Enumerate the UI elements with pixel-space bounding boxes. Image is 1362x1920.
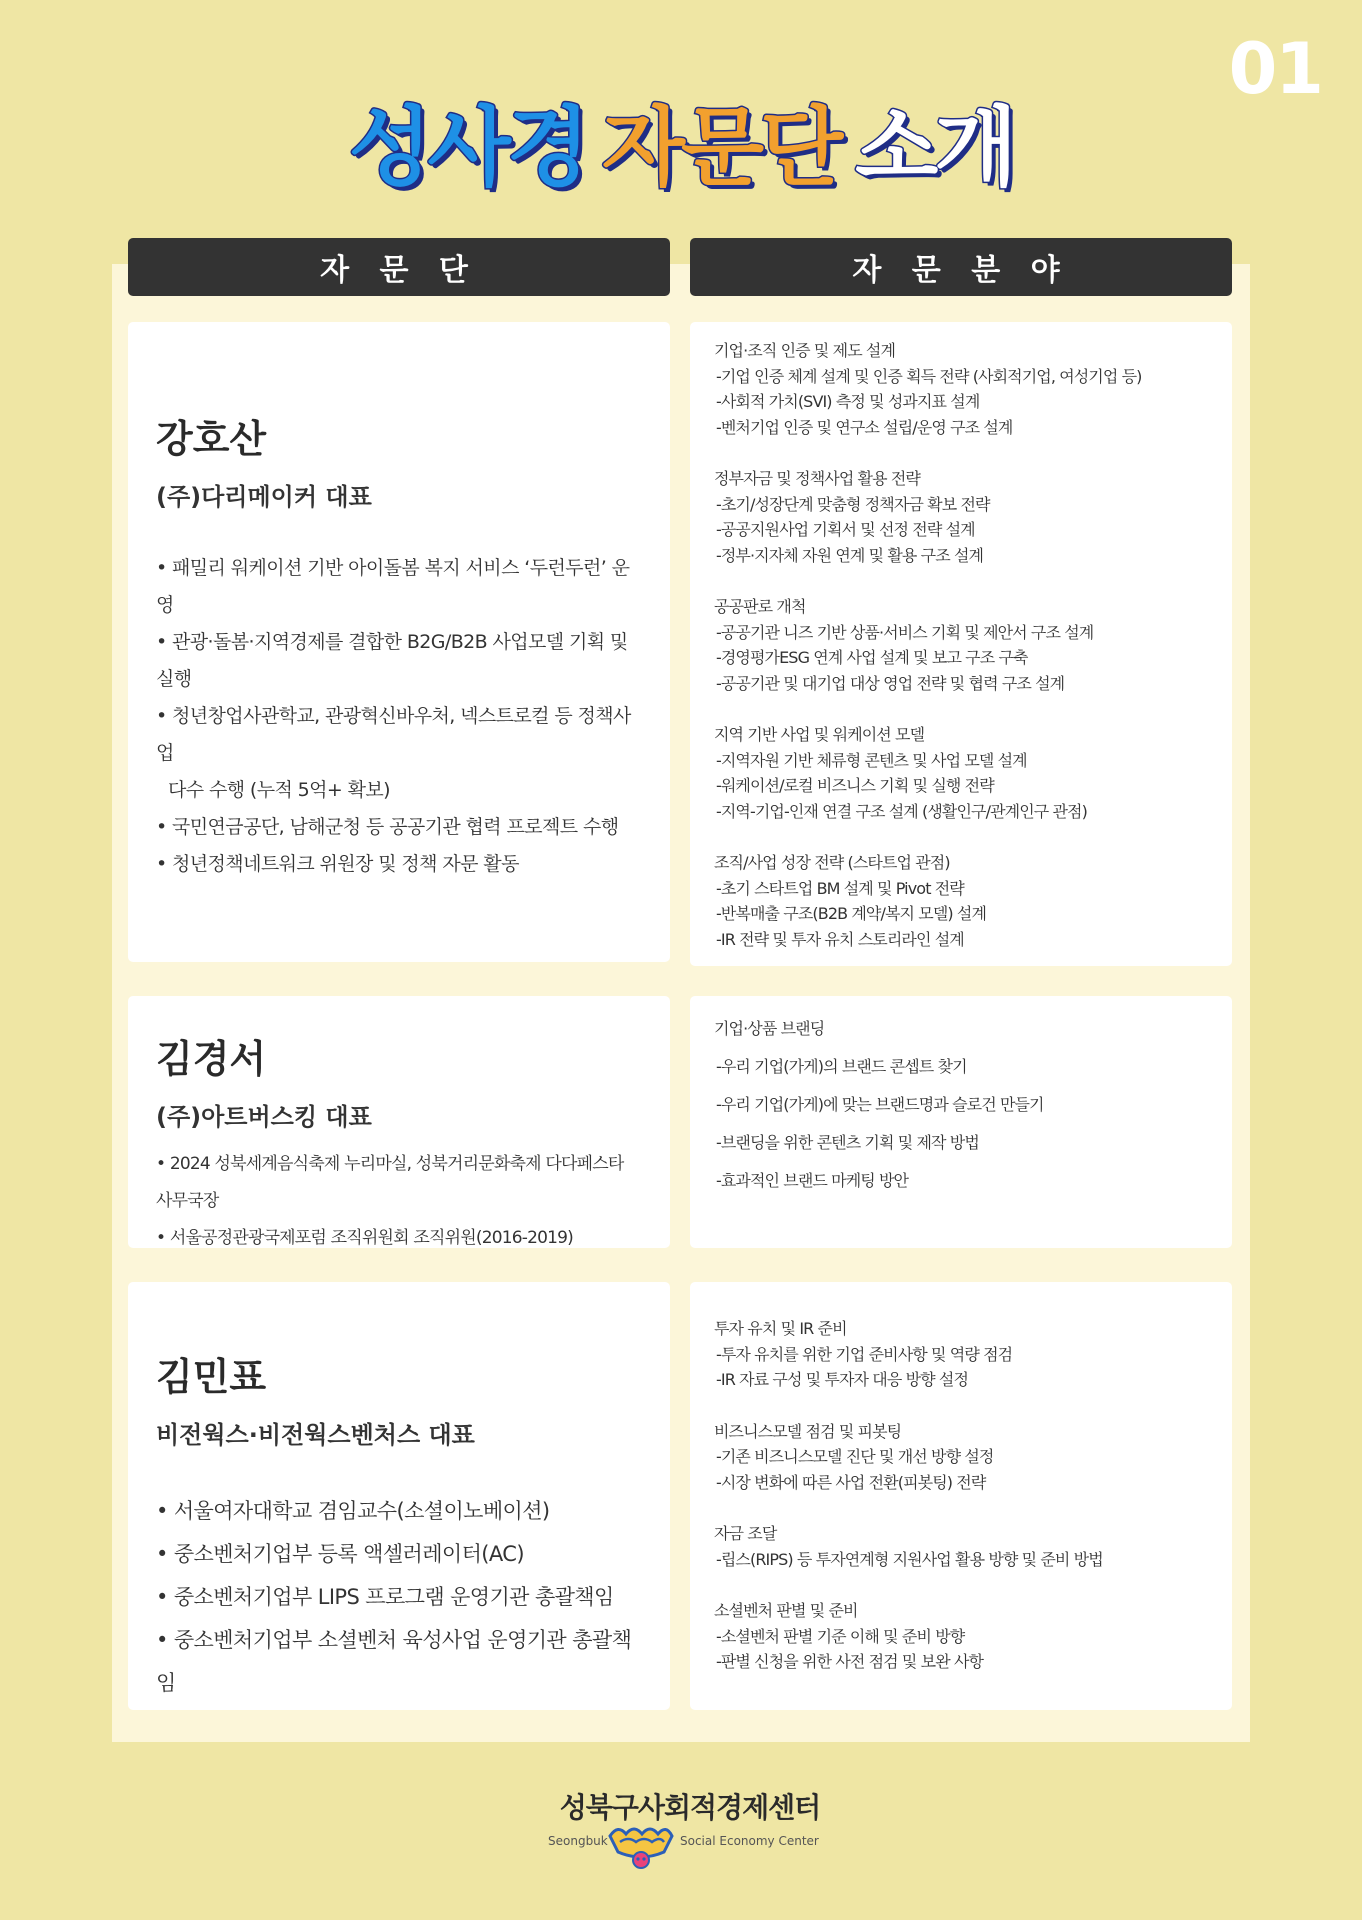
field-title: 정부자금 및 정책사업 활용 전략 (714, 469, 920, 488)
field-item: -벤처기업 인증 및 연구소 설립/운영 구조 설계 (716, 417, 1013, 437)
center-logo (540, 1786, 840, 1876)
field-title: 지역 기반 사업 및 워케이션 모델 (714, 725, 925, 744)
field-title: 자금 조달 (714, 1524, 777, 1543)
bullet-item: • 관광·돌봄·지역경제를 결합한 B2G/B2B 사업모델 기획 및 실행 (156, 631, 628, 690)
field-item: -지역-기업-인재 연결 구조 설계 (생활인구/관계인구 관점) (716, 801, 1087, 821)
field-item: -판별 신청을 위한 사전 점검 및 보완 사항 (716, 1652, 984, 1671)
page-title (0, 78, 1362, 202)
bullet-item: • 청년창업사관학교, 관광혁신바우처, 넥스트로컬 등 정책사업 (156, 705, 631, 764)
field-item: -소셜벤처 판별 기준 이해 및 준비 방향 (716, 1626, 965, 1646)
field-item: -브랜딩을 위한 콘텐츠 기획 및 제작 방법 (716, 1133, 979, 1152)
advisor-bullets (156, 1146, 642, 1257)
field-item: -사회적 가치(SVI) 측정 및 성과지표 설계 (716, 392, 980, 411)
advisory-fields-card-2 (690, 996, 1232, 1248)
field-item: -초기 스타트업 BM 설계 및 Pivot 전략 (716, 878, 964, 898)
bullet-item: • 서울여자대학교 겸임교수(소셜이노베이션) (156, 1499, 550, 1523)
bullet-item: • 패밀리 워케이션 기반 아이돌봄 복지 서비스 ‘두런두런’ 운영 (156, 557, 630, 616)
field-title: 소셜벤처 판별 및 준비 (714, 1601, 858, 1620)
advisory-fields-card-1 (690, 322, 1232, 966)
field-title: 조직/사업 성장 전략 (스타트업 관점) (714, 853, 950, 872)
bullet-item: • 서울공정관광국제포럼 조직위원회 조직위원(2016-2019) (156, 1228, 573, 1248)
bullet-item: • 청년정책네트워크 위원장 및 정책 자문 활동 (156, 853, 519, 875)
field-item: -우리 기업(가게)의 브랜드 콘셉트 찾기 (716, 1057, 967, 1076)
field-item: -지역자원 기반 체류형 콘텐츠 및 사업 모델 설계 (716, 750, 1027, 770)
field-group (714, 1419, 1208, 1496)
field-item: -반복매출 구조(B2B 계약/복지 모델) 설계 (716, 904, 987, 923)
logo-mascot-icon (606, 1822, 676, 1872)
field-item: -투자 유치를 위한 기업 준비사항 및 역량 점검 (716, 1344, 1013, 1364)
advisor-name: 강호산 (156, 417, 267, 461)
advisor-role: (주)다리메이커 대표 (156, 483, 372, 511)
field-item: -경영평가ESG 연계 사업 설계 및 보고 구조 구축 (716, 648, 1028, 667)
column-header-fields: 자 문 분 야 (690, 238, 1232, 296)
logo-english-right: Social Economy Center (680, 1834, 819, 1848)
field-item: -효과적인 브랜드 마케팅 방안 (716, 1171, 909, 1190)
advisor-card-1 (128, 322, 670, 962)
field-item: -워케이션/로컬 비즈니스 기획 및 실행 전략 (716, 776, 994, 795)
advisor-name: 김경서 (156, 1037, 267, 1081)
advisor-card-2 (128, 996, 670, 1248)
field-item: -IR 자료 구성 및 투자자 대응 방향 설정 (716, 1370, 968, 1389)
field-item: -정부·지자체 자원 연계 및 활용 구조 설계 (716, 545, 984, 565)
field-group (714, 1016, 1208, 1200)
field-item: -시장 변화에 따른 사업 전환(피봇팅) 전략 (716, 1472, 986, 1492)
field-group (714, 466, 1208, 568)
field-group (714, 1598, 1208, 1675)
field-item: -공공기관 및 대기업 대상 영업 전략 및 협력 구조 설계 (716, 673, 1065, 693)
field-item: -우리 기업(가게)에 맞는 브랜드명과 슬로건 만들기 (716, 1095, 1044, 1114)
title-part-1: 성사경 (348, 98, 586, 198)
field-title: 기업·상품 브랜딩 (714, 1019, 825, 1038)
bullet-item: • 중소벤처기업부 LIPS 프로그램 운영기관 총괄책임 (156, 1585, 614, 1609)
advisor-bullets (156, 1490, 642, 1705)
field-item: -기존 비즈니스모델 진단 및 개선 방향 설정 (716, 1447, 994, 1466)
field-title: 공공판로 개척 (714, 597, 806, 616)
bullet-item-continuation: 다수 수행 (누적 5억+ 확보) (168, 779, 390, 801)
title-part-3: 소개 (855, 98, 1014, 198)
field-title: 기업·조직 인증 및 제도 설계 (714, 341, 896, 360)
field-group (714, 850, 1208, 952)
field-group (714, 1521, 1208, 1572)
page-number: 01 (1228, 28, 1322, 110)
advisor-bullets (156, 550, 642, 883)
column-header-advisors: 자 문 단 (128, 238, 670, 296)
field-group (714, 338, 1208, 440)
field-group (714, 594, 1208, 696)
field-item: -IR 전략 및 투자 유치 스토리라인 설계 (716, 929, 964, 949)
bullet-item: • 2024 성북세계음식축제 누리마실, 성북거리문화축제 다다페스타 사무국장 (156, 1154, 624, 1211)
field-title: 비즈니스모델 점검 및 피봇팅 (714, 1421, 902, 1441)
bullet-item: • 중소벤처기업부 소셜벤처 육성사업 운영기관 총괄책임 (156, 1628, 632, 1695)
advisor-role: 비전웍스·비전웍스벤처스 대표 (156, 1421, 475, 1449)
advisor-card-3 (128, 1282, 670, 1710)
logo-korean-text: 성북구사회적경제센터 (559, 1791, 821, 1824)
field-group (714, 722, 1208, 824)
advisor-role: (주)아트버스킹 대표 (156, 1103, 372, 1131)
advisory-fields-card-3 (690, 1282, 1232, 1710)
field-item: -기업 인증 체계 설계 및 인증 획득 전략 (사회적기업, 여성기업 등) (716, 366, 1142, 386)
bullet-item: • 국민연금공단, 남해군청 등 공공기관 협력 프로젝트 수행 (156, 816, 619, 838)
field-item: -공공기관 니즈 기반 상품·서비스 기획 및 제안서 구조 설계 (716, 622, 1094, 642)
logo-english-left: Seongbuk (548, 1834, 608, 1848)
bullet-item: • 중소벤처기업부 등록 액셀러레이터(AC) (156, 1542, 524, 1566)
field-group (714, 1316, 1208, 1393)
field-title: 투자 유치 및 IR 준비 (714, 1319, 847, 1338)
field-item: -공공지원사업 기획서 및 선정 전략 설계 (716, 520, 975, 539)
field-item: -초기/성장단계 맞춤형 정책자금 확보 전략 (716, 494, 990, 514)
advisor-name: 김민표 (156, 1355, 267, 1399)
title-part-2: 자문단 (601, 98, 840, 198)
field-item: -립스(RIPS) 등 투자연계형 지원사업 활용 방향 및 준비 방법 (716, 1549, 1103, 1569)
